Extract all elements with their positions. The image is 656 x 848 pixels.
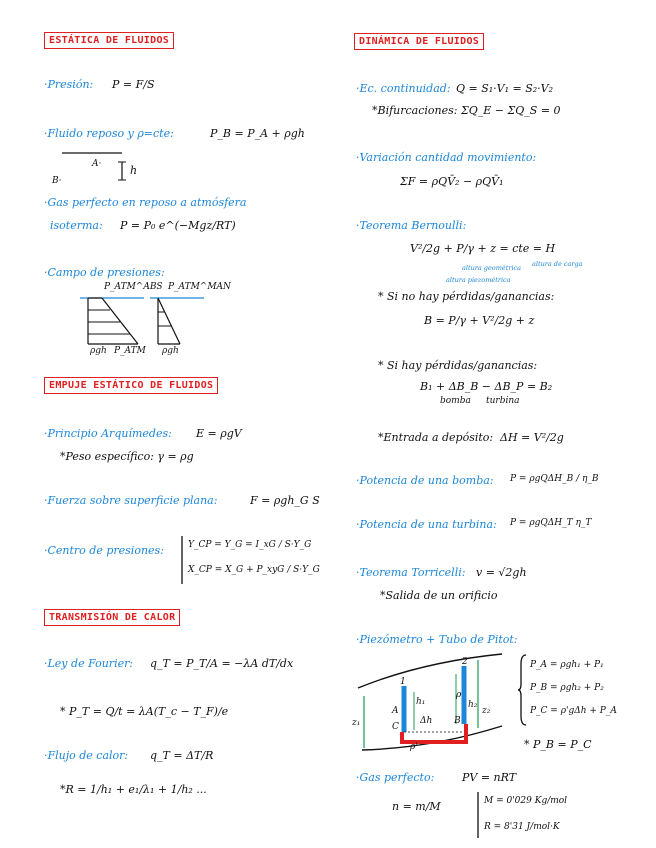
presion-eq: P = F/S — [112, 78, 155, 91]
flujo-label: ·Flujo de calor: — [44, 749, 129, 762]
gas-eq: P = P₀ e^(−Mgz/RT) — [120, 219, 236, 232]
potencia-turbina-eq: P = ρgQΔH_T η_T — [510, 518, 592, 528]
diagram-label-b: B — [454, 716, 461, 726]
diagram-label-z1: z₁ — [352, 718, 361, 728]
diagram-label-rho: ρ — [456, 690, 462, 700]
bomba-label: bomba — [440, 396, 471, 406]
fluido-pt-b: B· — [52, 176, 62, 186]
presion-label: ·Presión: — [44, 78, 94, 91]
heading-dinamica: DINÁMICA DE FLUIDOS — [354, 33, 484, 50]
bifurcaciones: *Bifurcaciones: ΣQ_E − ΣQ_S = 0 — [372, 104, 561, 117]
pitot-brace — [518, 654, 528, 726]
pitot-eq-3: P_C = ρ'gΔh + P_A — [530, 706, 617, 716]
pgh-2: ρgh — [162, 346, 179, 356]
fourier-label: ·Ley de Fourier: — [44, 657, 134, 670]
variacion-eq: ΣF = ρQV̄₂ − ρQV̄₁ — [400, 175, 504, 188]
fluido-eq: P_B = P_A + ρgh — [210, 127, 305, 140]
gas-label-1: ·Gas perfecto en reposo a atmósfera — [44, 196, 247, 209]
gas-label-2: isoterma: — [50, 219, 103, 232]
potencia-bomba-eq: P = ρgQΔH_B / η_B — [510, 474, 599, 484]
altura-carga: altura de carga — [532, 260, 583, 268]
continuidad-label: ·Ec. continuidad: — [356, 82, 451, 95]
gas-bracket — [476, 792, 482, 840]
m-eq: M = 0'029 Kg/mol — [484, 796, 568, 806]
pt-eq: * P_T = Q/t = λA(T_c − T_F)/e — [60, 705, 229, 718]
diagram-label-z2: z₂ — [482, 706, 491, 716]
diagram-label-dh: Δh — [420, 716, 433, 726]
fluido-pt-a: A· — [92, 159, 102, 169]
piezometro-pitot-diagram — [352, 652, 512, 756]
con-perdidas: * Si hay pérdidas/ganancias: — [378, 359, 538, 372]
centro-bracket — [180, 536, 186, 586]
centro-label: ·Centro de presiones: — [44, 544, 164, 557]
torricelli-label: ·Teorema Torricelli: — [356, 566, 466, 579]
diagram-label-1: 1 — [400, 677, 406, 687]
bernoulli-label: ·Teorema Bernoulli: — [356, 219, 467, 232]
potencia-bomba-label: ·Potencia de una bomba: — [356, 474, 494, 487]
arquimedes-eq: E = ρgV — [196, 427, 242, 440]
centro-eq-2: X_CP = X_G + P_xyG / S·Y_G — [188, 565, 320, 575]
sin-perdidas: * Si no hay pérdidas/ganancias: — [378, 290, 555, 303]
piezometro-label: ·Piezómetro + Tubo de Pitot: — [356, 633, 518, 646]
p-abs: P_ATM^ABS — [104, 282, 163, 292]
diagram-label-2: 2 — [462, 657, 468, 667]
entrada-deposito: *Entrada a depósito: — [378, 431, 494, 444]
fluido-label: ·Fluido reposo y ρ=cte: — [44, 127, 174, 140]
fuerza-eq: F = ρgh_G S — [250, 494, 320, 507]
flujo-eq: q_T = ΔT/R — [150, 749, 214, 762]
fourier-eq: q_T = P_T/A = −λA dT/dx — [150, 657, 294, 670]
b12-eq: B₁ + ΔB_B − ΔB_P = B₂ — [420, 380, 553, 393]
diagram-label-rho-prime: ρ' — [410, 742, 418, 752]
patm: P_ATM — [114, 346, 146, 356]
bernoulli-eq: V²/2g + P/γ + z = cte = H — [410, 242, 556, 255]
fluido-h: h — [130, 164, 138, 177]
diagram-label-h1: h₁ — [416, 697, 426, 707]
campo-label: ·Campo de presiones: — [44, 266, 165, 279]
p-man: P_ATM^MAN — [168, 282, 231, 292]
variacion-label: ·Variación cantidad movimiento: — [356, 151, 537, 164]
r-const-eq: R = 8'31 J/mol·K — [484, 822, 560, 832]
pb-equals-pc: * P_B = P_C — [524, 738, 592, 751]
entrada-eq: ΔH = V²/2g — [500, 431, 564, 444]
centro-eq-1: Y_CP = Y_G = I_xG / S·Y_G — [188, 540, 312, 550]
diagram-label-c: C — [392, 722, 399, 732]
pgh-1: ρgh — [90, 346, 107, 356]
torricelli-eq: v = √2gh — [476, 566, 527, 579]
heading-calor: TRANSMISIÓN DE CALOR — [44, 609, 180, 626]
r-eq: *R = 1/h₁ + e₁/λ₁ + 1/h₂ ... — [60, 783, 207, 796]
pitot-eq-2: P_B = ρgh₂ + P₂ — [530, 683, 604, 693]
b-eq: B = P/γ + V²/2g + z — [424, 314, 535, 327]
heading-estatica: ESTÁTICA DE FLUIDOS — [44, 32, 174, 49]
turbina-label: turbina — [486, 396, 520, 406]
n-eq: n = m/M — [392, 800, 441, 813]
gas-perfecto-eq: PV = nRT — [462, 771, 517, 784]
gas-perfecto-label: ·Gas perfecto: — [356, 771, 435, 784]
altura-geometrica: altura geométrica — [462, 264, 522, 272]
diagram-label-h2: h₂ — [468, 700, 478, 710]
fuerza-label: ·Fuerza sobre superficie plana: — [44, 494, 218, 507]
potencia-turbina-label: ·Potencia de una turbina: — [356, 518, 497, 531]
altura-piezometrica: altura piezométrica — [446, 276, 511, 284]
diagram-label-a: A — [392, 706, 399, 716]
pitot-eq-1: P_A = ρgh₁ + P₁ — [530, 660, 604, 670]
salida-orificio: *Salida de un orificio — [380, 589, 498, 602]
arquimedes-label: ·Principio Arquímedes: — [44, 427, 172, 440]
campo-presiones-diagram — [80, 296, 210, 348]
heading-empuje: EMPUJE ESTÁTICO DE FLUIDOS — [44, 377, 218, 394]
continuidad-eq: Q = S₁·V₁ = S₂·V₂ — [456, 82, 554, 95]
peso-especifico: *Peso específico: γ = ρg — [60, 450, 194, 463]
